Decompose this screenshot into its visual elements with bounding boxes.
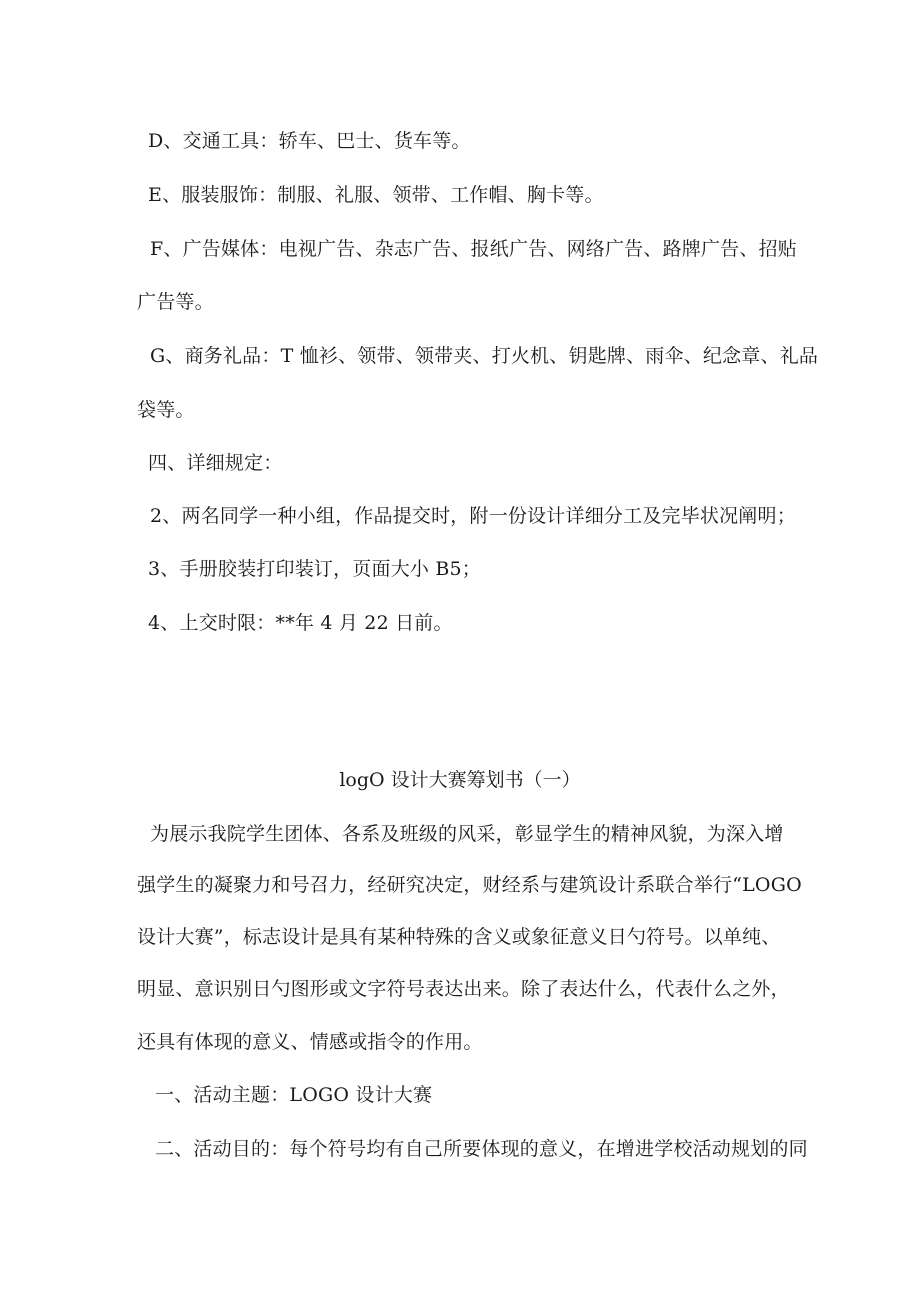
intro-line-1: 为展示我院学生团体、各系及班级的风采，彰显学生的精神风貌，为深入增 bbox=[150, 823, 784, 845]
text-line-advertising-cont: 广告等。 bbox=[137, 291, 214, 313]
intro-line-3: 设计大赛”，标志设计是具有某种特殊的含义或象征意义日勺符号。以单纯、 bbox=[137, 926, 781, 948]
intro-line-2: 强学生的凝聚力和号召力，经研究决定，财经系与建筑设计系联合举行“LOGO bbox=[137, 874, 802, 896]
text-line-rule-2: 2、两名同学一种小组，作品提交时，附一份设计详细分工及完毕状况阐明； bbox=[150, 505, 796, 527]
heading-detailed-rules: 四、详细规定： bbox=[148, 452, 283, 474]
text-line-rule-3: 3、手册胶装打印装订，页面大小 B5； bbox=[148, 558, 481, 580]
document-title: logO 设计大赛筹划书（一） bbox=[339, 769, 581, 791]
heading-activity-theme: 一、活动主题：LOGO 设计大赛 bbox=[155, 1084, 433, 1106]
text-line-rule-4: 4、上交时限：**年 4 月 22 日前。 bbox=[148, 612, 453, 634]
text-line-clothing: E、服装服饰：制服、礼服、领带、工作帽、胸卡等。 bbox=[148, 184, 604, 206]
text-line-gifts: G、商务礼品：T 恤衫、领带、领带夹、打火机、钥匙牌、雨伞、纪念章、礼品 bbox=[150, 345, 819, 367]
intro-line-4: 明显、意识别日勺图形或文字符号表达出来。除了表达什么，代表什么之外， bbox=[137, 978, 790, 1000]
heading-activity-purpose: 二、活动目的：每个符号均有自己所要体现的意义，在增进学校活动规划的同 bbox=[155, 1138, 808, 1160]
intro-line-5: 还具有体现的意义、情感或指令的作用。 bbox=[137, 1031, 483, 1053]
text-line-advertising: F、广告媒体：电视广告、杂志广告、报纸广告、网络广告、路牌广告、招贴 bbox=[150, 238, 797, 260]
text-line-gifts-cont: 袋等。 bbox=[137, 399, 195, 421]
text-line-transport: D、交通工具：轿车、巴士、货车等。 bbox=[148, 130, 471, 152]
